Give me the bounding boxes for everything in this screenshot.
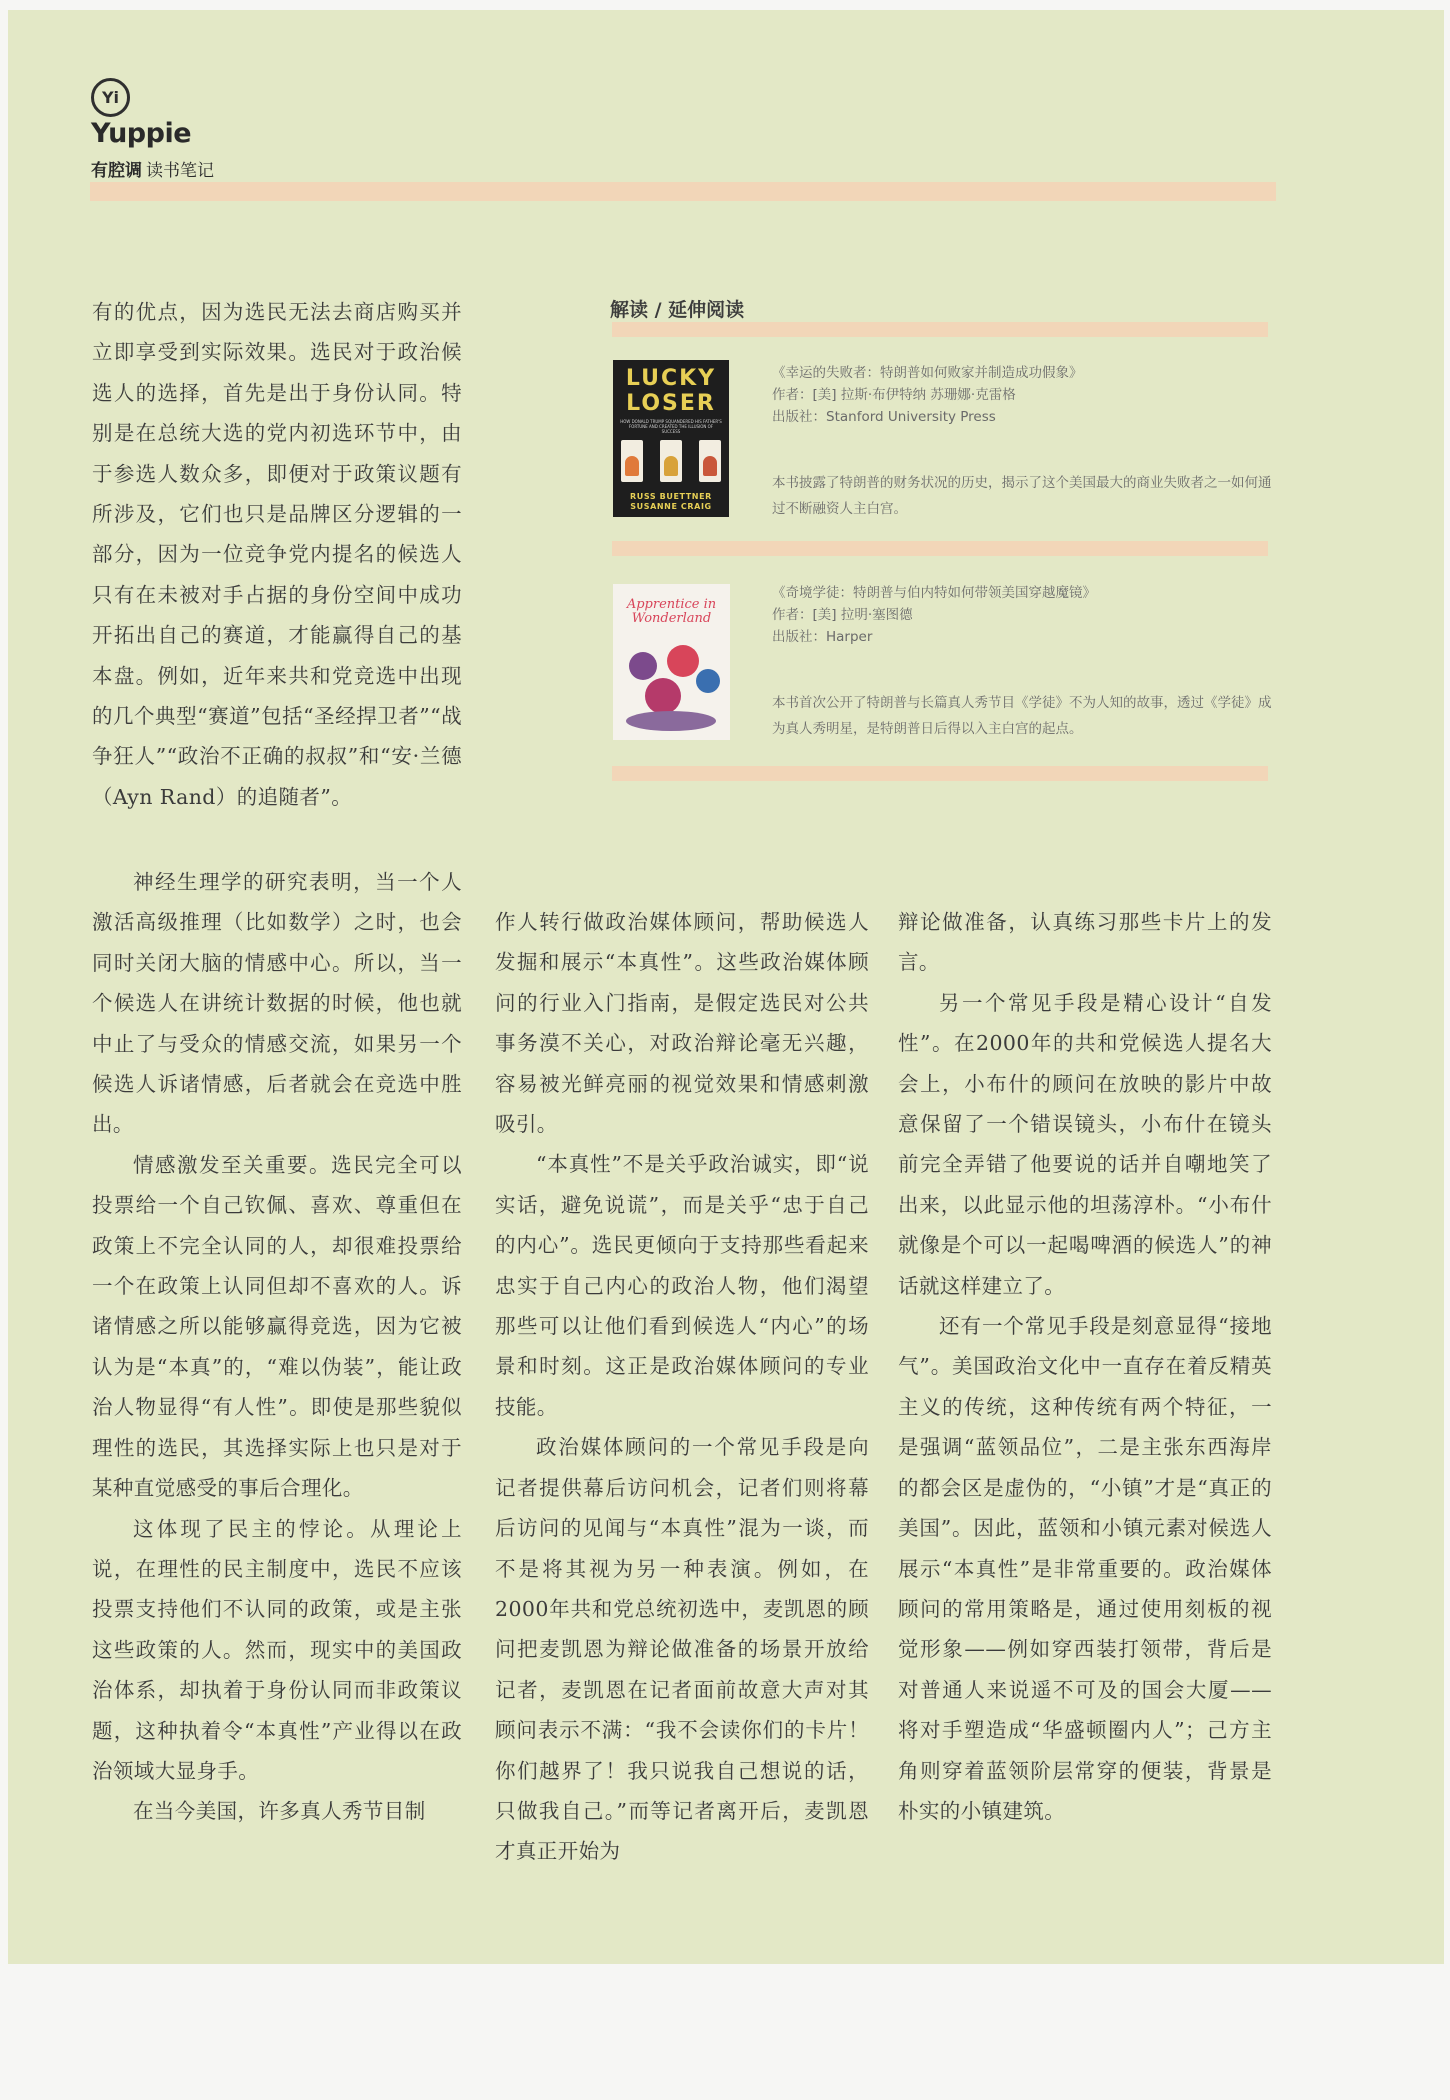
cover-title: Apprentice in Wonderland xyxy=(626,597,717,626)
reading-divider xyxy=(612,766,1268,781)
brand-name: Yuppie xyxy=(91,118,192,149)
subsection-name: 读书笔记 xyxy=(146,161,214,181)
reading-divider xyxy=(612,541,1268,556)
book-publisher: 出版社：Stanford University Press xyxy=(772,409,996,425)
book-description-2: 本书首次公开了特朗普与长篇真人秀节目《学徒》不为人知的故事，透过《学徒》成为真人秀明星，是特朗普日后得以入主白宫的起点。 xyxy=(772,695,1272,737)
playing-card-icon xyxy=(660,440,682,482)
paragraph: 作人转行做政治媒体顾问，帮助候选人发掘和展示“本真性”。这些政治媒体顾问的行业入门指南，是假定选民对公共事务漠不关心，对政治辩论毫无兴趣，容易被光鲜亮丽的视觉效果和情感刺激吸引。 xyxy=(495,910,869,1137)
paragraph: 在当今美国，许多真人秀节目制 xyxy=(133,1799,426,1824)
header-divider xyxy=(90,182,1276,201)
book-author: 作者：[美] 拉斯·布伊特纳 苏珊娜·克雷格 xyxy=(772,387,1016,403)
book-cover-lucky-loser xyxy=(613,360,729,517)
paragraph: 另一个常见手段是精心设计“自发性”。在2000年的共和党候选人提名大会上，小布什的顾问在放映的影片中故意保留了一个错误镜头，小布什在镜头前完全弄错了他要说的话并自嘲地笑了出来，以此显示他的坦荡淳朴。“小布什就像是个可以一起喝啤酒的候选人”的神话就这样建立了。 xyxy=(898,990,1272,1298)
reading-divider xyxy=(612,322,1268,337)
book-description-1: 本书披露了特朗普的财务状况的历史，揭示了这个美国最大的商业失败者之一如何通过不断融资人主白宫。 xyxy=(772,475,1272,517)
paragraph: 辩论做准备，认真练习那些卡片上的发言。 xyxy=(898,910,1272,975)
paragraph: 政治媒体顾问的一个常见手段是向记者提供幕后访问机会，记者们则将幕后访问的见闻与“本真性”混为一谈，而不是将其视为另一种表演。例如，在2000年共和党总统初选中，麦凯恩的顾问把麦凯恩为辩论做准备的场景开放给记者，麦凯恩在记者面前故意大声对其顾问表示不满：“我不会读你们的卡片！你们越界了！我只说我自己想说的话，只做我自己。”而等记者离开后，麦凯恩才真正开始为 xyxy=(495,1435,869,1864)
paragraph: 有的优点，因为选民无法去商店购买并立即享受到实际效果。选民对于政治候选人的选择，首先是出于身份认同。特别是在总统大选的党内初选环节中，由于参选人数众多，即便对于政策议题有所涉及，它们也只是品牌区分逻辑的一部分，因为一位竞争党内提名的候选人只有在未被对手占据的身份空间中成功开拓出自己的赛道，才能赢得自己的基本盘。例如，近年来共和党竞选中出现的几个典型“赛道”包括“圣经捍卫者”“战争狂人”“政治不正确的叔叔”和“安·兰德（Ayn Rand）的追随者”。 xyxy=(92,300,462,809)
article-column-2 xyxy=(495,902,869,1872)
book-author: 作者：[美] 拉明·塞图德 xyxy=(772,607,913,623)
paragraph: 还有一个常见手段是刻意显得“接地气”。美国政治文化中一直存在着反精英主义的传统，这种传统有两个特征，一是强调“蓝领品位”，二是主张东西海岸的都会区是虚伪的，“小镇”才是“真正的美国”。因此，蓝领和小镇元素对候选人展示“本真性”是非常重要的。政治媒体顾问的常用策略是，通过使用刻板的视觉形象——例如穿西装打领带，背后是对普通人来说遥不可及的国会大厦——将对手塑造成“华盛顿圈内人”；己方主角则穿着蓝领阶层常穿的便装，背景是朴实的小镇建筑。 xyxy=(898,1314,1272,1823)
cover-illustration-icon xyxy=(613,626,730,736)
yi-logo-icon: Yi xyxy=(91,78,130,117)
article-column-1-bottom xyxy=(92,862,462,1832)
cover-card-illustration xyxy=(621,440,721,482)
paragraph: 情感激发至关重要。选民完全可以投票给一个自己钦佩、喜欢、尊重但在政策上不完全认同的人，却很难投票给一个在政策上认同但却不喜欢的人。诉诸情感之所以能够赢得竞选，因为它被认为是“本真”的，“难以伪装”，能让政治人物显得“有人性”。即使是那些貌似理性的选民，其选择实际上也只是对于某种直觉感受的事后合理化。 xyxy=(92,1152,462,1501)
book-info-1 xyxy=(772,362,1272,428)
paragraph: 这体现了民主的悖论。从理论上说，在理性的民主制度中，选民不应该投票支持他们不认同的政策，或是主张这些政策的人。然而，现实中的美国政治体系，却执着于身份认同而非政策议题，这种执着令“本真性”产业得以在政治领域大显身手。 xyxy=(92,1516,462,1783)
cover-subtitle: HOW DONALD TRUMP SQUANDERED HIS FATHER'S FORTUNE AND CREATED THE ILLUSION OF SUCCESS xyxy=(620,419,722,434)
cover-authors: RUSS BUETTNER SUSANNE CRAIG xyxy=(630,492,712,511)
section-name: 有腔调 xyxy=(91,161,142,181)
paragraph: 神经生理学的研究表明，当一个人激活高级推理（比如数学）之时，也会同时关闭大脑的情感中心。所以，当一个候选人在讲统计数据的时候，他也就中止了与受众的情感交流，如果另一个候选人诉诸情感，后者就会在竞选中胜出。 xyxy=(92,870,462,1137)
reading-box-title: 解读 / 延伸阅读 xyxy=(610,299,745,321)
article-column-3 xyxy=(898,902,1272,1831)
book-title: 《奇境学徒：特朗普与伯内特如何带领美国穿越魔镜》 xyxy=(772,585,1096,601)
section-label xyxy=(91,156,214,181)
paragraph: “本真性”不是关乎政治诚实，即“说实话，避免说谎”，而是关乎“忠于自己的内心”。选民更倾向于支持那些看起来忠实于自己内心的政治人物，他们渴望那些可以让他们看到候选人“内心”的场景和时刻。这正是政治媒体顾问的专业技能。 xyxy=(495,1152,869,1419)
article-column-1-top xyxy=(92,292,462,817)
book-info-2 xyxy=(772,582,1272,648)
playing-card-icon xyxy=(621,440,643,482)
playing-card-icon xyxy=(699,440,721,482)
cover-title: LUCKY LOSER xyxy=(625,366,717,416)
book-cover-apprentice xyxy=(613,584,730,740)
book-title: 《幸运的失败者：特朗普如何败家并制造成功假象》 xyxy=(772,365,1083,381)
book-publisher: 出版社：Harper xyxy=(772,629,873,645)
